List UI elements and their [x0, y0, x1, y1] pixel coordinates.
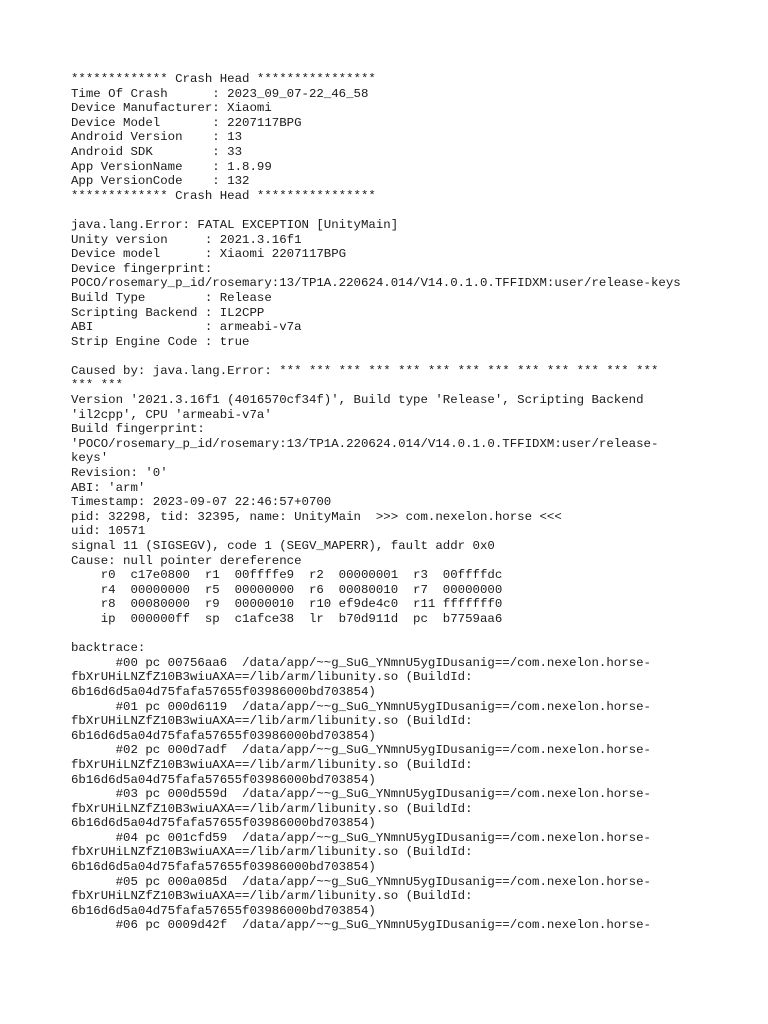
log-line: r8 00080000 r9 00000010 r10 ef9de4c0 r11 fffffff0: [71, 597, 503, 612]
log-line: 'il2cpp', CPU 'armeabi-v7a': [71, 407, 272, 422]
log-line: r0 c17e0800 r1 00ffffe9 r2 00000001 r3 00ffffdc: [71, 568, 503, 583]
log-line: Strip Engine Code : true: [71, 334, 250, 349]
log-line: 6b16d6d5a04d75fafa57655f03986000bd703854): [71, 684, 376, 699]
log-line: Device fingerprint:: [71, 261, 213, 276]
log-line: *** ***: [71, 378, 124, 393]
log-line: App VersionCode : 132: [71, 174, 250, 189]
log-line: Build Type : Release: [71, 290, 272, 305]
log-line: Android SDK : 33: [71, 144, 243, 159]
log-line: App VersionName : 1.8.99: [71, 159, 272, 174]
log-line: ABI: 'arm': [71, 480, 146, 495]
log-line: uid: 10571: [71, 524, 146, 539]
log-line: #00 pc 00756aa6 /data/app/~~g_SuG_YNmnU5ygIDusanig==/com.nexelon.horse-: [71, 655, 651, 670]
log-line: Unity version : 2021.3.16f1: [71, 232, 302, 247]
log-line: fbXrUHiLNZfZ10B3wiuAXA==/lib/arm/libunity.so (BuildId:: [71, 801, 473, 816]
log-line: fbXrUHiLNZfZ10B3wiuAXA==/lib/arm/libunity.so (BuildId:: [71, 670, 473, 685]
log-line: pid: 32298, tid: 32395, name: UnityMain >>> com.nexelon.horse <<<: [71, 509, 562, 524]
log-line: 6b16d6d5a04d75fafa57655f03986000bd703854): [71, 816, 376, 831]
log-line: java.lang.Error: FATAL EXCEPTION [UnityMain]: [71, 217, 399, 232]
log-line: Version '2021.3.16f1 (4016570cf34f)', Build type 'Release', Scripting Backend: [71, 393, 644, 408]
log-line: POCO/rosemary_p_id/rosemary:13/TP1A.220624.014/V14.0.1.0.TFFIDXM:user/release-keys: [71, 276, 681, 291]
log-line: fbXrUHiLNZfZ10B3wiuAXA==/lib/arm/libunity.so (BuildId:: [71, 714, 473, 729]
log-line: Scripting Backend : IL2CPP: [71, 305, 265, 320]
crash-log-text: [71, 72, 761, 933]
log-line: Caused by: java.lang.Error: *** *** *** *** *** *** *** *** *** *** *** *** ***: [71, 363, 659, 378]
log-line: Device Manufacturer: Xiaomi: [71, 101, 272, 116]
log-line: Cause: null pointer dereference: [71, 553, 302, 568]
log-line: #03 pc 000d559d /data/app/~~g_SuG_YNmnU5ygIDusanig==/com.nexelon.horse-: [71, 787, 651, 802]
log-line: [71, 627, 761, 642]
log-line: ************* Crash Head ****************: [71, 72, 376, 86]
log-line: 6b16d6d5a04d75fafa57655f03986000bd703854): [71, 772, 376, 787]
log-line: Device Model : 2207117BPG: [71, 115, 302, 130]
log-line: backtrace:: [71, 641, 146, 656]
log-line: fbXrUHiLNZfZ10B3wiuAXA==/lib/arm/libunity.so (BuildId:: [71, 845, 473, 860]
log-line: #06 pc 0009d42f /data/app/~~g_SuG_YNmnU5ygIDusanig==/com.nexelon.horse-: [71, 918, 651, 933]
log-line: [71, 203, 761, 218]
log-line: 6b16d6d5a04d75fafa57655f03986000bd703854): [71, 860, 376, 875]
log-line: #01 pc 000d6119 /data/app/~~g_SuG_YNmnU5ygIDusanig==/com.nexelon.horse-: [71, 699, 651, 714]
log-line: keys': [71, 451, 109, 466]
log-line: fbXrUHiLNZfZ10B3wiuAXA==/lib/arm/libunity.so (BuildId:: [71, 889, 473, 904]
log-line: ABI : armeabi-v7a: [71, 320, 302, 335]
log-line: Build fingerprint:: [71, 422, 205, 437]
log-line: #04 pc 001cfd59 /data/app/~~g_SuG_YNmnU5ygIDusanig==/com.nexelon.horse-: [71, 830, 651, 845]
log-line: 'POCO/rosemary_p_id/rosemary:13/TP1A.220624.014/V14.0.1.0.TFFIDXM:user/release-: [71, 436, 659, 451]
log-line: 6b16d6d5a04d75fafa57655f03986000bd703854): [71, 903, 376, 918]
log-line: Revision: '0': [71, 466, 168, 481]
log-line: 6b16d6d5a04d75fafa57655f03986000bd703854): [71, 728, 376, 743]
log-line: [71, 349, 761, 364]
log-line: ip 000000ff sp c1afce38 lr b70d911d pc b7759aa6: [71, 611, 503, 626]
log-line: Device model : Xiaomi 2207117BPG: [71, 247, 347, 262]
log-line: signal 11 (SIGSEGV), code 1 (SEGV_MAPERR), fault addr 0x0: [71, 539, 495, 553]
log-line: #02 pc 000d7adf /data/app/~~g_SuG_YNmnU5ygIDusanig==/com.nexelon.horse-: [71, 743, 651, 758]
log-line: fbXrUHiLNZfZ10B3wiuAXA==/lib/arm/libunity.so (BuildId:: [71, 757, 473, 772]
log-line: #05 pc 000a085d /data/app/~~g_SuG_YNmnU5ygIDusanig==/com.nexelon.horse-: [71, 874, 651, 889]
log-line: ************* Crash Head ****************: [71, 188, 376, 203]
log-line: r4 00000000 r5 00000000 r6 00080010 r7 00000000: [71, 582, 503, 597]
log-line: Timestamp: 2023-09-07 22:46:57+0700: [71, 495, 332, 510]
log-line: Time Of Crash : 2023_09_07-22_46_58: [71, 86, 369, 101]
log-line: Android Version : 13: [71, 130, 243, 145]
